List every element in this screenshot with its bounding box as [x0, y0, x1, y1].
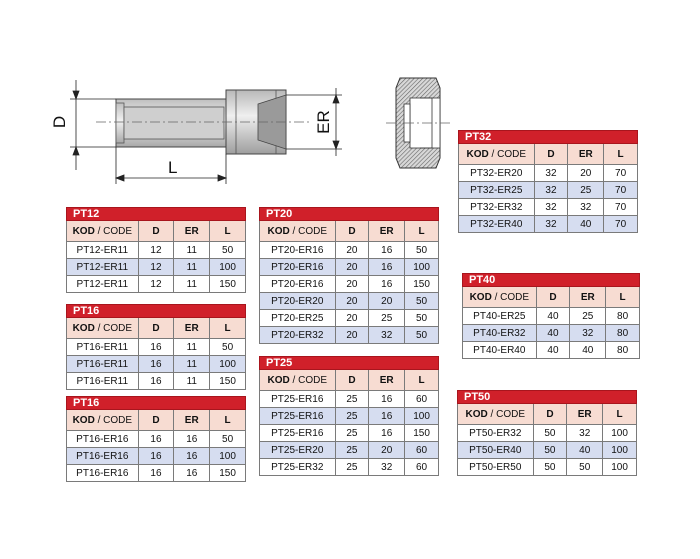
cell-l: 60 — [405, 459, 439, 476]
cell-d: 25 — [335, 425, 369, 442]
table-row — [260, 408, 439, 425]
cell-d: 50 — [533, 459, 567, 476]
cell-code: PT16-ER11 — [67, 356, 139, 373]
cell-l: 100 — [603, 442, 637, 459]
table-row — [459, 182, 638, 199]
cell-d: 40 — [536, 308, 570, 325]
column-header-code: KOD / CODE — [458, 404, 534, 425]
cell-d: 25 — [335, 459, 369, 476]
cell-code: PT12-ER11 — [67, 242, 139, 259]
cell-d: 12 — [138, 242, 174, 259]
cell-l: 50 — [405, 310, 439, 327]
cell-code: PT20-ER32 — [260, 327, 336, 344]
cell-l: 80 — [606, 342, 640, 359]
table-title: PT16 — [67, 305, 246, 318]
column-header-code: KOD / CODE — [260, 370, 336, 391]
cell-code: PT50-ER50 — [458, 459, 534, 476]
table-row — [459, 216, 638, 233]
dimension-d — [70, 80, 116, 170]
cell-er: 32 — [567, 425, 603, 442]
cell-er: 16 — [369, 408, 405, 425]
cell-code: PT16-ER16 — [67, 431, 139, 448]
cell-code: PT50-ER40 — [458, 442, 534, 459]
cell-code: PT40-ER32 — [463, 325, 537, 342]
cell-d: 25 — [335, 391, 369, 408]
column-header-er: ER — [568, 144, 604, 165]
column-header-d: D — [534, 144, 568, 165]
cell-d: 16 — [138, 465, 174, 482]
cell-d: 20 — [335, 293, 369, 310]
table-title: PT40 — [463, 274, 640, 287]
column-header-l: L — [603, 404, 637, 425]
table-pt50 — [457, 390, 637, 476]
column-header-d: D — [536, 287, 570, 308]
table-title: PT50 — [458, 391, 637, 404]
column-header-l: L — [210, 410, 246, 431]
cell-code: PT32-ER20 — [459, 165, 535, 182]
cell-d: 32 — [534, 182, 568, 199]
table-row — [458, 459, 637, 476]
cell-code: PT25-ER16 — [260, 408, 336, 425]
collet-holder-side-view — [96, 90, 312, 154]
cell-code: PT20-ER16 — [260, 242, 336, 259]
column-header-d: D — [533, 404, 567, 425]
cell-er: 25 — [568, 182, 604, 199]
table-title: PT25 — [260, 357, 439, 370]
cell-code: PT20-ER20 — [260, 293, 336, 310]
cell-code: PT40-ER25 — [463, 308, 537, 325]
cell-er: 11 — [174, 276, 210, 293]
table-row — [67, 356, 246, 373]
cell-er: 16 — [369, 391, 405, 408]
cell-d: 20 — [335, 327, 369, 344]
table-row — [260, 259, 439, 276]
table-title: PT16 — [67, 397, 246, 410]
cell-l: 60 — [405, 391, 439, 408]
column-header-code: KOD / CODE — [67, 221, 139, 242]
cell-er: 20 — [369, 293, 405, 310]
table-row — [458, 442, 637, 459]
table-title: PT12 — [67, 208, 246, 221]
cell-er: 32 — [369, 327, 405, 344]
cell-er: 11 — [174, 339, 210, 356]
table-row — [458, 425, 637, 442]
table-row — [67, 431, 246, 448]
column-header-code: KOD / CODE — [463, 287, 537, 308]
column-header-code: KOD / CODE — [459, 144, 535, 165]
cell-l: 70 — [604, 199, 638, 216]
cell-d: 25 — [335, 408, 369, 425]
cell-code: PT32-ER40 — [459, 216, 535, 233]
column-header-er: ER — [369, 370, 405, 391]
table-pt20 — [259, 207, 439, 344]
table-title: PT32 — [459, 131, 638, 144]
column-header-code: KOD / CODE — [260, 221, 336, 242]
cell-d: 16 — [138, 448, 174, 465]
cell-er: 32 — [570, 325, 606, 342]
cell-l: 50 — [210, 431, 246, 448]
column-header-er: ER — [570, 287, 606, 308]
cell-l: 70 — [604, 182, 638, 199]
cell-code: PT20-ER25 — [260, 310, 336, 327]
table-row — [463, 308, 640, 325]
cell-d: 16 — [138, 373, 174, 390]
cell-l: 50 — [405, 293, 439, 310]
cell-code: PT25-ER32 — [260, 459, 336, 476]
cell-er: 11 — [174, 259, 210, 276]
cell-d: 32 — [534, 199, 568, 216]
cell-l: 80 — [606, 308, 640, 325]
table-row — [67, 373, 246, 390]
cell-l: 60 — [405, 442, 439, 459]
cell-er: 40 — [568, 216, 604, 233]
column-header-l: L — [604, 144, 638, 165]
cell-code: PT16-ER16 — [67, 465, 139, 482]
cell-er: 16 — [369, 242, 405, 259]
cell-d: 25 — [335, 442, 369, 459]
cell-code: PT25-ER20 — [260, 442, 336, 459]
cell-l: 150 — [210, 276, 246, 293]
cell-l: 100 — [603, 425, 637, 442]
column-header-l: L — [210, 221, 246, 242]
cell-er: 20 — [369, 442, 405, 459]
cell-er: 25 — [369, 310, 405, 327]
table-row — [459, 199, 638, 216]
table-row — [260, 459, 439, 476]
column-header-code: KOD / CODE — [67, 318, 139, 339]
table-row — [67, 259, 246, 276]
column-header-er: ER — [174, 221, 210, 242]
table-row — [67, 276, 246, 293]
cell-code: PT25-ER16 — [260, 425, 336, 442]
column-header-l: L — [210, 318, 246, 339]
column-header-d: D — [138, 221, 174, 242]
column-header-l: L — [405, 370, 439, 391]
cell-er: 40 — [567, 442, 603, 459]
table-row — [260, 327, 439, 344]
cell-er: 32 — [568, 199, 604, 216]
table-pt12 — [66, 207, 246, 293]
cell-code: PT16-ER11 — [67, 373, 139, 390]
label-er: ER — [313, 110, 333, 134]
cell-d: 32 — [534, 165, 568, 182]
cell-d: 40 — [536, 342, 570, 359]
cell-l: 70 — [604, 165, 638, 182]
cell-code: PT16-ER16 — [67, 448, 139, 465]
cell-code: PT25-ER16 — [260, 391, 336, 408]
cell-code: PT40-ER40 — [463, 342, 537, 359]
cell-code: PT12-ER11 — [67, 259, 139, 276]
table-row — [260, 242, 439, 259]
cell-l: 100 — [210, 448, 246, 465]
column-header-er: ER — [174, 410, 210, 431]
cell-code: PT20-ER16 — [260, 259, 336, 276]
cell-d: 50 — [533, 425, 567, 442]
table-row — [260, 391, 439, 408]
cell-l: 150 — [405, 276, 439, 293]
cell-er: 16 — [174, 465, 210, 482]
cell-code: PT12-ER11 — [67, 276, 139, 293]
cell-er: 11 — [174, 373, 210, 390]
table-row — [67, 465, 246, 482]
column-header-d: D — [335, 221, 369, 242]
table-row — [67, 339, 246, 356]
cell-l: 150 — [210, 465, 246, 482]
column-header-er: ER — [174, 318, 210, 339]
cell-er: 20 — [568, 165, 604, 182]
cell-l: 50 — [405, 327, 439, 344]
table-pt16b — [66, 396, 246, 482]
cell-er: 40 — [570, 342, 606, 359]
cell-d: 16 — [138, 356, 174, 373]
cell-l: 100 — [210, 356, 246, 373]
column-header-d: D — [138, 410, 174, 431]
table-pt32 — [458, 130, 638, 233]
cell-er: 16 — [369, 276, 405, 293]
cell-er: 25 — [570, 308, 606, 325]
column-header-l: L — [606, 287, 640, 308]
cell-code: PT32-ER25 — [459, 182, 535, 199]
table-row — [463, 342, 640, 359]
cell-d: 16 — [138, 339, 174, 356]
cell-er: 50 — [567, 459, 603, 476]
cell-d: 20 — [335, 310, 369, 327]
cell-er: 11 — [174, 242, 210, 259]
cell-l: 100 — [603, 459, 637, 476]
cell-l: 50 — [210, 242, 246, 259]
table-row — [260, 293, 439, 310]
cell-l: 100 — [405, 259, 439, 276]
table-row — [463, 325, 640, 342]
cell-er: 16 — [174, 448, 210, 465]
table-row — [459, 165, 638, 182]
column-header-er: ER — [567, 404, 603, 425]
cell-d: 16 — [138, 431, 174, 448]
cell-l: 50 — [405, 242, 439, 259]
cell-code: PT20-ER16 — [260, 276, 336, 293]
table-pt25 — [259, 356, 439, 476]
cell-d: 12 — [138, 259, 174, 276]
column-header-er: ER — [369, 221, 405, 242]
table-row — [260, 425, 439, 442]
table-row — [67, 242, 246, 259]
cell-er: 11 — [174, 356, 210, 373]
table-row — [260, 442, 439, 459]
column-header-code: KOD / CODE — [67, 410, 139, 431]
cell-l: 150 — [210, 373, 246, 390]
cell-l: 150 — [405, 425, 439, 442]
cell-er: 32 — [369, 459, 405, 476]
cell-er: 16 — [369, 425, 405, 442]
cell-d: 32 — [534, 216, 568, 233]
table-row — [67, 448, 246, 465]
cell-l: 80 — [606, 325, 640, 342]
table-pt16a — [66, 304, 246, 390]
label-d: D — [50, 115, 70, 129]
label-l: L — [168, 158, 178, 177]
table-pt40 — [462, 273, 640, 359]
cell-d: 20 — [335, 259, 369, 276]
cell-code: PT50-ER32 — [458, 425, 534, 442]
cell-d: 20 — [335, 276, 369, 293]
cell-l: 50 — [210, 339, 246, 356]
table-row — [260, 310, 439, 327]
cell-d: 12 — [138, 276, 174, 293]
column-header-l: L — [405, 221, 439, 242]
clamping-nut-section — [386, 78, 452, 168]
cell-d: 50 — [533, 442, 567, 459]
column-header-d: D — [335, 370, 369, 391]
cell-code: PT16-ER11 — [67, 339, 139, 356]
cell-l: 100 — [405, 408, 439, 425]
cell-d: 40 — [536, 325, 570, 342]
table-row — [260, 276, 439, 293]
cell-code: PT32-ER32 — [459, 199, 535, 216]
cell-er: 16 — [369, 259, 405, 276]
cell-er: 16 — [174, 431, 210, 448]
cell-l: 70 — [604, 216, 638, 233]
column-header-d: D — [138, 318, 174, 339]
cell-l: 100 — [210, 259, 246, 276]
cell-d: 20 — [335, 242, 369, 259]
table-title: PT20 — [260, 208, 439, 221]
